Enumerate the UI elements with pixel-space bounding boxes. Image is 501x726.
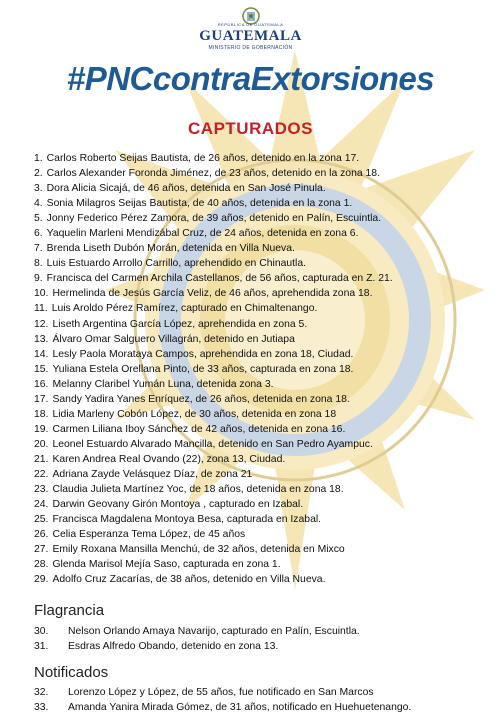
item-text: Claudia Julieta Martínez Yoc, de 18 años, detenida en zona 18.: [52, 484, 344, 496]
item-text: Jonny Federico Pérez Zamora, de 39 años, detenido en Palín, Escuintla.: [46, 213, 382, 225]
item-number: 32.: [34, 687, 49, 698]
list-item: [34, 700, 411, 715]
list-item: [34, 437, 393, 452]
item-number: 9.: [34, 273, 43, 285]
ministry-name: MINISTERIO DE GOBERNACIÓN: [208, 45, 293, 51]
item-text: Karen Andrea Real Ovando (22), zona 13, Ciudad.: [52, 453, 286, 465]
list-item: [34, 407, 393, 422]
notificados-heading: Notificados: [34, 664, 109, 681]
list-item: [34, 542, 393, 557]
item-text: Carlos Alexander Foronda Jiménez, de 23 años, detenido en la zona 18.: [46, 168, 380, 180]
item-number: 2.: [34, 168, 43, 180]
list-item: [34, 196, 393, 211]
list-item: [34, 422, 393, 437]
item-text: Lidia Marleny Cobón López, de 30 años, detenida en zona 18: [52, 408, 337, 420]
item-text: Sonia Milagros Seijas Bautista, de 40 años, detenida en la zona 1.: [46, 198, 353, 210]
list-item: [34, 685, 411, 700]
list-item: [34, 452, 393, 467]
item-text: Yuliana Estela Orellana Pinto, de 33 años, capturada en zona 18.: [52, 363, 354, 375]
item-number: 7.: [34, 243, 43, 255]
item-text: Francisca Magdalena Montoya Besa, capturada en Izabal.: [52, 514, 322, 526]
item-text: Emily Roxana Mansilla Menchú, de 32 años, detenida en Mixco: [52, 544, 345, 556]
item-text: Leonel Estuardo Alvarado Mancilla, detenido en San Pedro Ayampuc.: [52, 438, 373, 450]
item-number: 3.: [34, 183, 43, 195]
item-text: Glenda Marisol Mejía Saso, capturada en zona 1.: [52, 559, 281, 571]
item-number: 6.: [34, 228, 43, 240]
item-number: 21.: [34, 453, 49, 465]
item-number: 22.: [34, 468, 49, 480]
hashtag-title: #PNCcontraExtorsiones: [66, 60, 435, 97]
item-number: 23.: [34, 484, 49, 496]
list-item: [34, 467, 393, 482]
item-number: 20.: [34, 438, 49, 450]
item-text: Yaquelin Marleni Mendizábal Cruz, de 24 años, detenida en zona 6.: [46, 228, 359, 240]
item-text: Adriana Zayde Velásquez Díaz, de zona 21: [52, 468, 253, 480]
item-number: 10.: [34, 288, 49, 300]
item-text: Lorenzo López y López, de 55 años, fue notificado en San Marcos: [68, 687, 374, 698]
list-item: [34, 557, 393, 572]
list-item: [34, 241, 393, 256]
list-item: [34, 572, 393, 587]
item-number: 11.: [34, 303, 48, 315]
list-item: [34, 347, 393, 362]
item-text: Luis Estuardo Arrollo Carrillo, aprehendido en Chinautla.: [46, 258, 307, 270]
flagrancia-heading: Flagrancia: [34, 602, 105, 619]
list-item: [34, 497, 393, 512]
item-number: 17.: [34, 393, 49, 405]
section-title-captured: CAPTURADOS: [188, 119, 313, 138]
item-number: 13.: [34, 333, 49, 345]
item-text: Luis Aroldo Pérez Ramírez, capturado en Chimaltenango.: [51, 303, 318, 315]
item-number: 18.: [34, 408, 49, 420]
item-number: 19.: [34, 423, 49, 435]
item-number: 14.: [34, 348, 49, 360]
list-item: [34, 362, 393, 377]
item-number: 28.: [34, 559, 49, 571]
notificados-list: [34, 685, 411, 715]
item-text: Esdras Alfredo Obando, detenido en zona 13.: [68, 641, 279, 653]
captured-list: [34, 151, 393, 587]
list-item: [34, 271, 393, 286]
list-item: [34, 624, 360, 639]
item-text: Nelson Orlando Amaya Navarijo, capturado en Palín, Escuintla.: [68, 626, 360, 637]
list-item: [34, 151, 393, 166]
item-text: Darwin Geovany Girón Montoya , capturado en Izabal.: [52, 499, 304, 511]
list-item: [34, 301, 393, 316]
item-number: 26.: [34, 529, 49, 541]
list-item: [34, 639, 360, 654]
item-number: 8.: [34, 258, 43, 270]
list-item: [34, 181, 393, 196]
item-text: Lesly Paola Morataya Campos, aprehendida en zona 18, Ciudad.: [52, 348, 354, 360]
list-item: [34, 286, 393, 301]
item-number: 33.: [34, 702, 49, 714]
item-number: 29.: [34, 574, 49, 586]
list-item: [34, 317, 393, 332]
item-number: 31.: [34, 641, 49, 653]
crest-name: GUATEMALA: [199, 28, 302, 44]
item-text: Hermelinda de Jesús García Veliz, de 46 años, aprehendida zona 18.: [52, 288, 373, 300]
item-number: 15.: [34, 363, 49, 375]
item-text: Sandy Yadira Yanes Enríquez, de 26 años, detenida en zona 18.: [52, 393, 350, 405]
item-text: Melanny Claribel Yumán Luna, detenida zona 3.: [52, 378, 274, 390]
list-item: [34, 377, 393, 392]
list-item: [34, 256, 393, 271]
item-text: Amanda Yanira Mirada Gómez, de 31 años, notificado en Huehuetenango.: [68, 702, 412, 714]
flagrancia-list: [34, 624, 360, 654]
list-item: [34, 166, 393, 181]
item-text: Carlos Roberto Seijas Bautista, de 26 años, detenido en la zona 17.: [46, 153, 360, 164]
list-item: [34, 527, 393, 542]
list-item: [34, 211, 393, 226]
item-text: Álvaro Omar Salguero Villagrán, detenido en Jutiapa: [52, 333, 295, 345]
list-item: [34, 512, 393, 527]
item-text: Francisca del Carmen Archila Castellanos, de 56 años, capturada en Z. 21.: [46, 273, 393, 285]
list-item: [34, 332, 393, 347]
list-item: [34, 226, 393, 241]
item-text: Liseth Argentina García López, aprehendida en zona 5.: [52, 318, 308, 330]
item-number: 24.: [34, 499, 49, 511]
item-number: 30.: [34, 626, 49, 637]
item-number: 16.: [34, 378, 49, 390]
item-number: 12.: [34, 318, 49, 330]
item-text: Dora Alicia Sicajá, de 46 años, detenida en San José Pinula.: [46, 183, 326, 195]
list-item: [34, 392, 393, 407]
item-text: Brenda Liseth Dubón Morán, detenida en Villa Nueva.: [46, 243, 295, 255]
item-text: Adolfo Cruz Zacarías, de 38 años, detenido en Villa Nueva.: [52, 574, 326, 586]
item-number: 1.: [34, 153, 43, 164]
item-number: 25.: [34, 514, 49, 526]
item-number: 4.: [34, 198, 43, 210]
item-number: 5.: [34, 213, 43, 225]
crest-top-text: REPÚBLICA DE GUATEMALA: [217, 22, 284, 27]
item-number: 27.: [34, 544, 49, 556]
list-item: [34, 482, 393, 497]
item-text: Celia Esperanza Tema López, de 45 años: [52, 529, 246, 541]
item-text: Carmen Liliana Iboy Sánchez de 42 años, detenida en zona 16.: [52, 423, 346, 435]
